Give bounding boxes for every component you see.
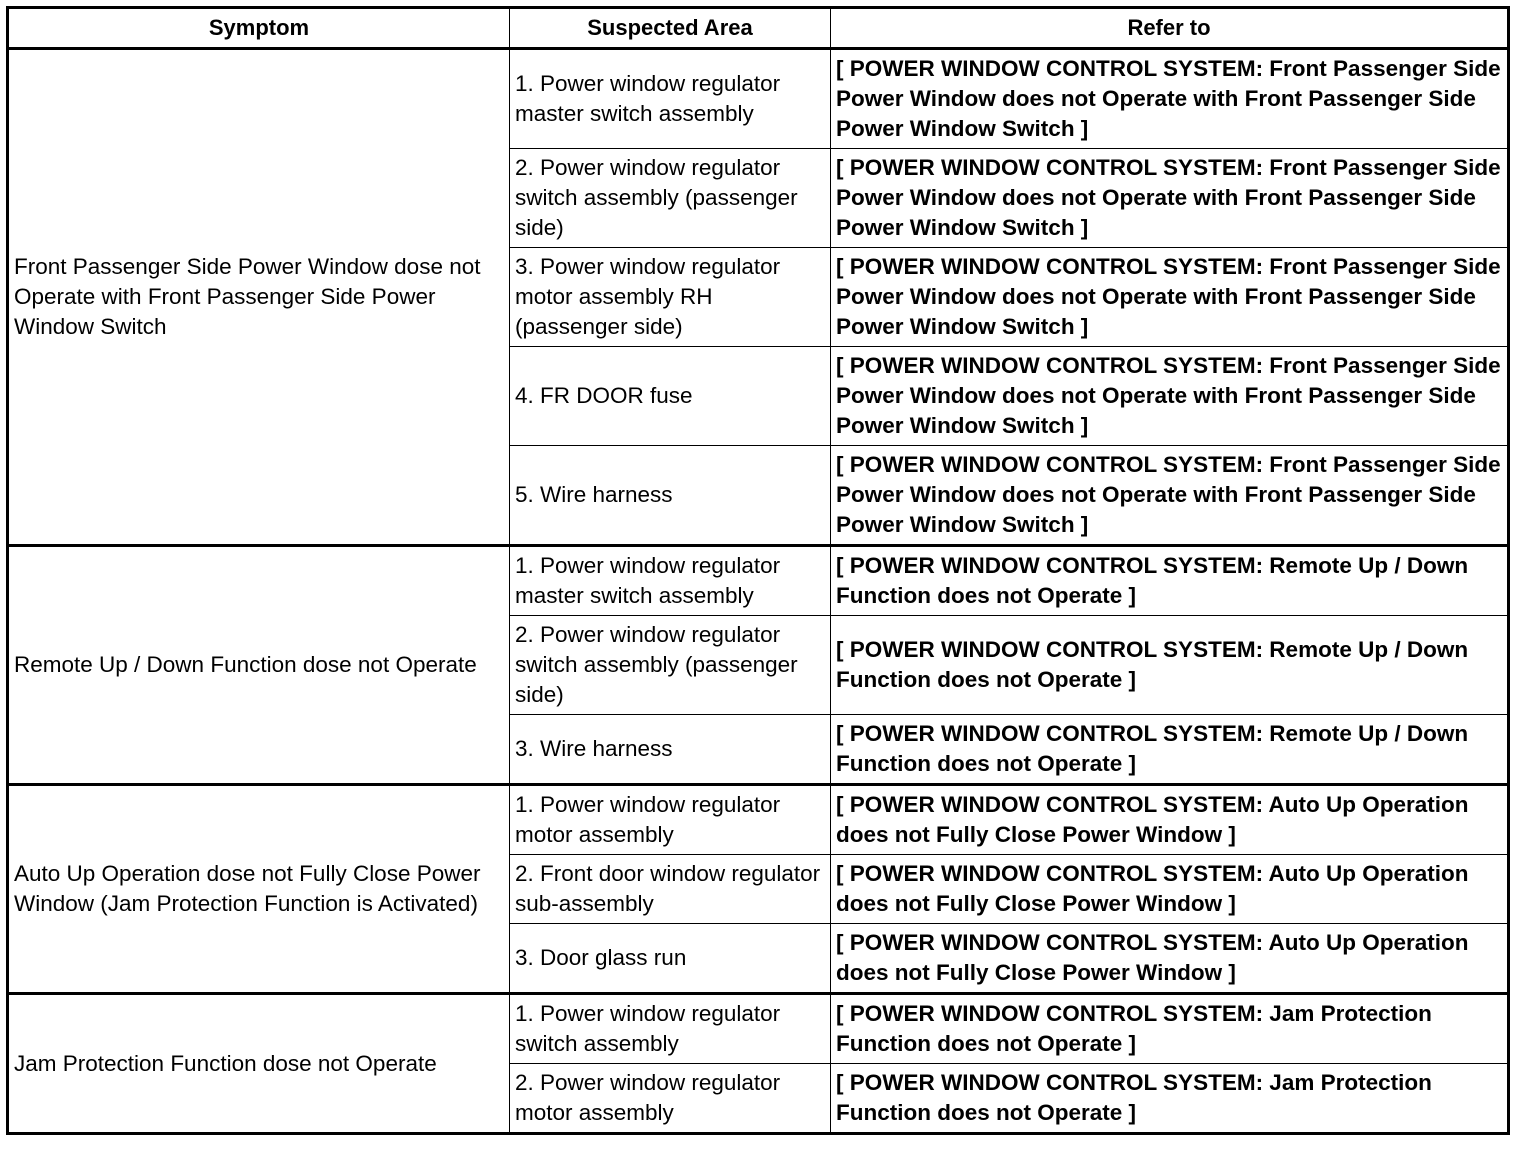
suspected-area-cell: 2. Front door window regulator sub-assembly xyxy=(510,855,831,924)
header-refer-to: Refer to xyxy=(831,8,1509,49)
refer-to-cell: [ POWER WINDOW CONTROL SYSTEM: Front Passenger Side Power Window does not Operate with Front Passenger Side Power Window Switch ] xyxy=(831,49,1509,149)
refer-to-cell: [ POWER WINDOW CONTROL SYSTEM: Front Passenger Side Power Window does not Operate with Front Passenger Side Power Window Switch ] xyxy=(831,446,1509,546)
suspected-area-cell: 3. Wire harness xyxy=(510,715,831,785)
table-row xyxy=(8,546,1509,616)
header-symptom: Symptom xyxy=(8,8,510,49)
table-row xyxy=(8,785,1509,855)
symptom-cell: Front Passenger Side Power Window dose not Operate with Front Passenger Side Power Window Switch xyxy=(8,49,510,546)
suspected-area-cell: 2. Power window regulator switch assembly (passenger side) xyxy=(510,149,831,248)
refer-to-cell: [ POWER WINDOW CONTROL SYSTEM: Auto Up Operation does not Fully Close Power Window ] xyxy=(831,855,1509,924)
symptom-group-auto-up xyxy=(8,785,1509,994)
suspected-area-cell: 2. Power window regulator switch assembly (passenger side) xyxy=(510,616,831,715)
suspected-area-cell: 1. Power window regulator motor assembly xyxy=(510,785,831,855)
refer-to-cell: [ POWER WINDOW CONTROL SYSTEM: Remote Up / Down Function does not Operate ] xyxy=(831,715,1509,785)
refer-to-cell: [ POWER WINDOW CONTROL SYSTEM: Front Passenger Side Power Window does not Operate with Front Passenger Side Power Window Switch ] xyxy=(831,347,1509,446)
troubleshooting-table xyxy=(6,6,1510,1135)
refer-to-cell: [ POWER WINDOW CONTROL SYSTEM: Front Passenger Side Power Window does not Operate with Front Passenger Side Power Window Switch ] xyxy=(831,149,1509,248)
suspected-area-cell: 3. Door glass run xyxy=(510,924,831,994)
refer-to-cell: [ POWER WINDOW CONTROL SYSTEM: Jam Protection Function does not Operate ] xyxy=(831,994,1509,1064)
refer-to-cell: [ POWER WINDOW CONTROL SYSTEM: Auto Up Operation does not Fully Close Power Window ] xyxy=(831,785,1509,855)
suspected-area-cell: 1. Power window regulator switch assembly xyxy=(510,994,831,1064)
refer-to-cell: [ POWER WINDOW CONTROL SYSTEM: Auto Up Operation does not Fully Close Power Window ] xyxy=(831,924,1509,994)
suspected-area-cell: 1. Power window regulator master switch assembly xyxy=(510,546,831,616)
symptom-group-remote-up-down xyxy=(8,546,1509,785)
symptom-cell: Auto Up Operation dose not Fully Close Power Window (Jam Protection Function is Activated) xyxy=(8,785,510,994)
refer-to-cell: [ POWER WINDOW CONTROL SYSTEM: Front Passenger Side Power Window does not Operate with Front Passenger Side Power Window Switch ] xyxy=(831,248,1509,347)
suspected-area-cell: 1. Power window regulator master switch assembly xyxy=(510,49,831,149)
symptom-group-front-passenger xyxy=(8,49,1509,546)
refer-to-cell: [ POWER WINDOW CONTROL SYSTEM: Remote Up / Down Function does not Operate ] xyxy=(831,546,1509,616)
suspected-area-cell: 2. Power window regulator motor assembly xyxy=(510,1064,831,1134)
table-row xyxy=(8,49,1509,149)
suspected-area-cell: 4. FR DOOR fuse xyxy=(510,347,831,446)
symptom-cell: Remote Up / Down Function dose not Operate xyxy=(8,546,510,785)
symptom-cell: Jam Protection Function dose not Operate xyxy=(8,994,510,1134)
table-row xyxy=(8,994,1509,1064)
refer-to-cell: [ POWER WINDOW CONTROL SYSTEM: Jam Protection Function does not Operate ] xyxy=(831,1064,1509,1134)
suspected-area-cell: 5. Wire harness xyxy=(510,446,831,546)
header-suspected-area: Suspected Area xyxy=(510,8,831,49)
suspected-area-cell: 3. Power window regulator motor assembly RH (passenger side) xyxy=(510,248,831,347)
symptom-group-jam-protection xyxy=(8,994,1509,1134)
header-row xyxy=(8,8,1509,49)
refer-to-cell: [ POWER WINDOW CONTROL SYSTEM: Remote Up / Down Function does not Operate ] xyxy=(831,616,1509,715)
